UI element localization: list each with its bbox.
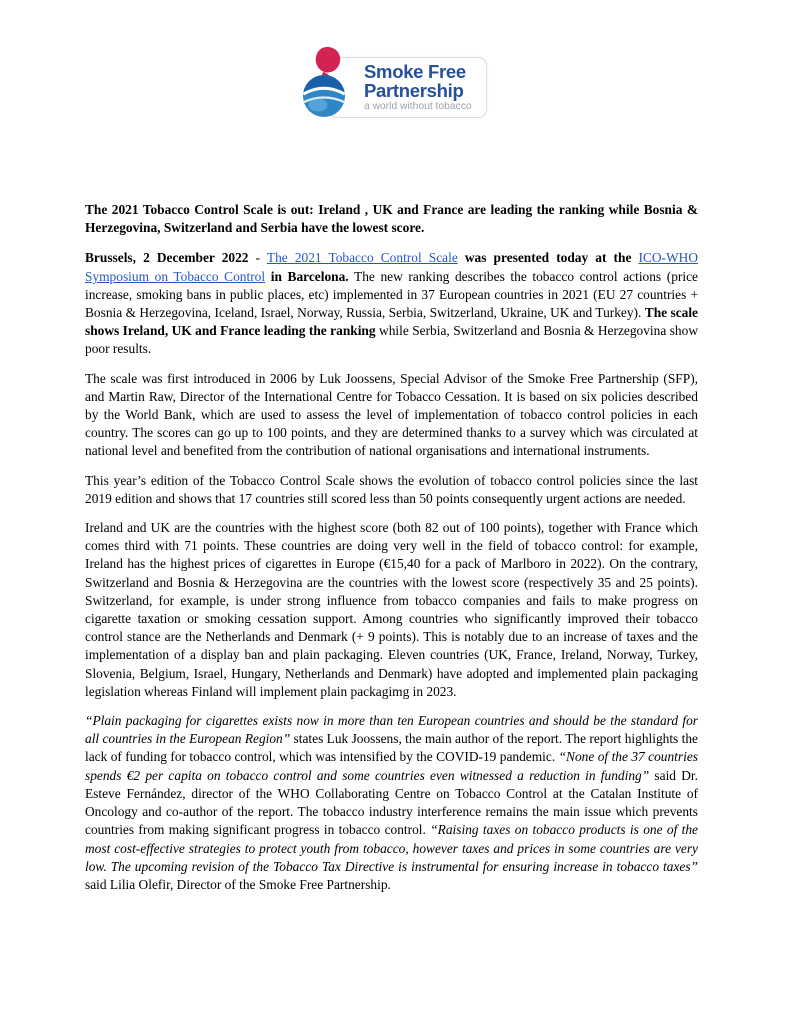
text-run: This year’s edition of the Tobacco Control Scale shows the evolution of tobacco control policies since the last 2019 edition and shows that 17 countries still scored less than 50 points consequently urgent actions are needed. (85, 472, 698, 506)
text-run: while Serbia, Switzerland and Bosnia & Herzegovina show poor results. (85, 323, 698, 357)
text-run: states Luk Joossens, the main author of the report. The report highlights the lack of funding for tobacco control, which was intensified by the COVID-19 pandemic. (85, 731, 698, 765)
logo-title-line1: Smoke Free (364, 61, 466, 82)
text-run: in Barcelona. (265, 268, 349, 284)
text-run: The scale shows Ireland, UK and France leading the ranking (85, 305, 698, 339)
paragraphs-container (85, 249, 698, 894)
link-2021-tobacco-control-scale[interactable]: The 2021 Tobacco Control Scale (266, 250, 458, 266)
paragraph-quotes (85, 712, 698, 894)
paragraph-this-years-edition (85, 472, 698, 508)
smoke-free-partnership-logo (301, 45, 491, 123)
text-run: Ireland and UK are the countries with the highest score (both 82 out of 100 points), together with France which comes third with 71 points. These countries are doing very well in the field of tobacco control: for example, Ireland has the highest prices of cigarettes in Europe (€15,40 for a pack of Marlboro in 2022). On the contrary, Switzerland and Bosnia & Herzegovina are the countries with the lowest score (respectively 35 and 25 points). Switzerland, for example, is under strong influence from tobacco companies and fails to make progress on cigarette taxation or smoking cessation support. Among countries who significantly improved their tobacco control stance are the Netherlands and Denmark (+ 9 points). This is notably due to an increase of taxes and the implementation of a display ban and plain packaging. Eleven countries (UK, France, Ireland, Norway, Turkey, Slovenia, Belgium, Israel, Hungary, Netherlands and Denmark) have adopted and implemented plain packaging legislation whereas Finland will implement plain packagimg in 2023. (85, 520, 698, 699)
text-run: “None of the 37 countries spends €2 per capita on tobacco control and some countries even witnessed a reduction in funding” (85, 749, 698, 783)
text-run: said Lilia Olefir, Director of the Smoke Free Partnership. (85, 876, 391, 892)
text-run: “Raising taxes on tobacco products is one of the most cost-effective strategies to protect youth from tobacco, however taxes and prices in some countries are very low. The upcoming revision of the Tobacco Tax Directive is instrumental for ensuring increase in tobacco taxes” (85, 822, 698, 874)
text-run: “Plain packaging for cigarettes exists now in more than ten European countries and should be the standard for all countries in the European Region” (85, 713, 698, 747)
text-run: - (248, 250, 267, 266)
paragraph-rankings-detail (85, 519, 698, 701)
link-ico-who-symposium-on-tobacco-control[interactable]: ICO-WHO Symposium on Tobacco Control (85, 250, 698, 284)
text-run: Brussels, 2 December 2022 (85, 250, 249, 266)
document-body (85, 201, 698, 905)
logo-title-line2: Partnership (364, 80, 464, 101)
text-run: The scale was first introduced in 2006 by Luk Joossens, Special Advisor of the Smoke Free Partnership (SFP), and Martin Raw, Director of the International Centre for Tobacco Cessation. It is based on six policies described by the World Bank, which are used to assess the level of implementation of tobacco control policies in each country. The scores can go up to 100 points, and they are determined thanks to a survey which was circulated at national level and benefited from the contribution of national organisations and international instruments. (85, 370, 698, 459)
paragraph-intro (85, 249, 698, 358)
headline: The 2021 Tobacco Control Scale is out: Ireland , UK and France are leading the ranking while Bosnia & Herzegovina, Switzerland and Serbia have the lowest score. (85, 202, 698, 236)
text-run: The new ranking describes the tobacco control actions (price increase, smoking bans in public places, etc) implemented in 37 European countries in 2021 (EU 27 countries + Bosnia & Herzegovina, Iceland, Israel, Norway, Russia, Serbia, Switzerland, Ukraine, UK and Turkey). (85, 268, 698, 321)
logo-tagline: a world without tobacco (364, 101, 472, 112)
balloon-globe-logo-icon (301, 45, 353, 119)
text-run: said Dr. Esteve Fernández, director of the WHO Collaborating Centre on Tobacco Control at the Catalan Institute of Oncology and co-author of the report. The tobacco industry interference remains the main issue which prevents countries from making significant progress in tobacco control. (85, 767, 698, 838)
text-run: was presented today at the (457, 250, 639, 266)
paragraph-scale-history (85, 370, 698, 461)
